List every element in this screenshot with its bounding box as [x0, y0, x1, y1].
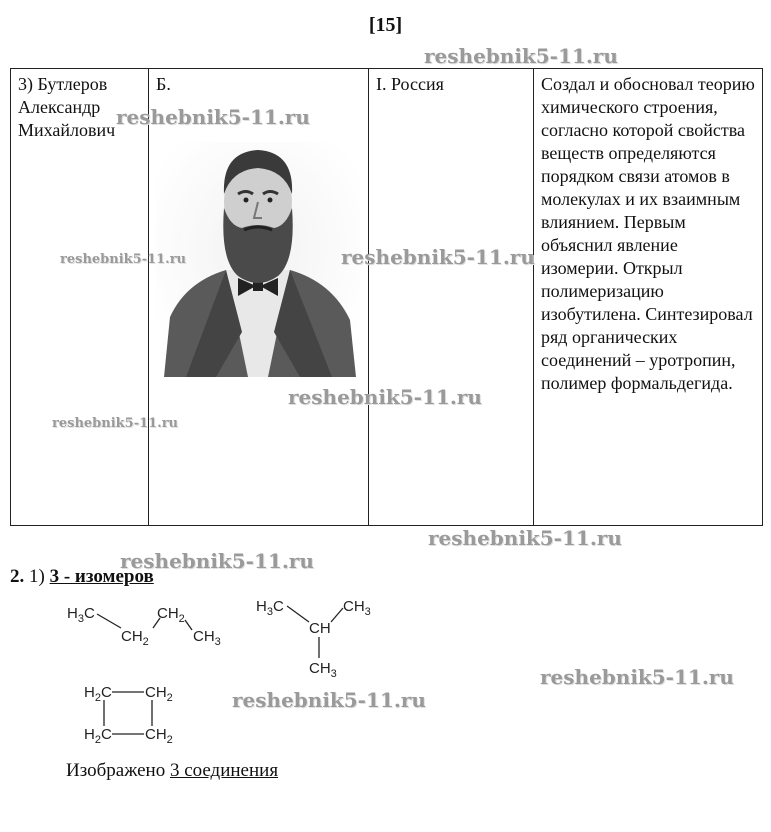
- question-number: 2.: [10, 566, 25, 587]
- answer-text: 3 - изомеров: [49, 566, 154, 587]
- cyclobutane-h2c-bottom: $H_2C$: [84, 726, 112, 746]
- caption-count: 3 соединения: [169, 760, 279, 781]
- butane-ch2-a: $CH_2$: [121, 628, 149, 648]
- question-subnumber: 1): [29, 566, 45, 587]
- butane-ch2-b: $CH_2$: [157, 605, 185, 625]
- description: Создал и обосновал теорию химического строения, согласно которой свойства веществ определяются порядком связи атомов в молекулах и их взаимным влиянием. Первым объяснил явление изомерии. Открыл полимеризацию изобутилена. Синтезировал ряд органических соединений – уротропин, полимер формальдегида.: [541, 74, 755, 393]
- country: I. Россия: [376, 74, 444, 94]
- portrait-letter: Б.: [156, 74, 171, 94]
- watermark: reshebnik5-11.ru: [341, 245, 535, 269]
- watermark: reshebnik5-11.ru: [232, 688, 426, 712]
- watermark: reshebnik5-11.ru: [424, 44, 618, 68]
- watermark: reshebnik5-11.ru: [540, 665, 734, 689]
- butane-ch3: $CH_3$: [193, 628, 221, 648]
- page-number: [15]: [368, 14, 403, 36]
- cyclobutane-ch2-top: $CH_2$: [145, 684, 173, 704]
- isobutane-ch3-bottom: $CH_3$: [309, 660, 337, 680]
- cyclobutane-ch2-bottom: $CH_2$: [145, 726, 173, 746]
- caption-prefix: Изображено: [66, 760, 170, 781]
- watermark: reshebnik5-11.ru: [288, 385, 482, 409]
- watermark: reshebnik5-11.ru: [116, 105, 310, 129]
- isobutane-ch: CH: [309, 620, 331, 637]
- scientist-name: 3) Бутлеров Александр Михайлович: [18, 74, 116, 140]
- isobutane-h3c: $H_3C$: [256, 598, 284, 618]
- butane-h3c: $H_3C$: [67, 605, 95, 625]
- isobutane-ch3-right: $CH_3$: [343, 598, 371, 618]
- watermark: reshebnik5-11.ru: [60, 252, 187, 267]
- watermark: reshebnik5-11.ru: [428, 526, 622, 550]
- caption: [66, 760, 278, 782]
- cyclobutane-h2c-top: $H_2C$: [84, 684, 112, 704]
- watermark: reshebnik5-11.ru: [52, 416, 179, 431]
- watermark: reshebnik5-11.ru: [120, 549, 314, 573]
